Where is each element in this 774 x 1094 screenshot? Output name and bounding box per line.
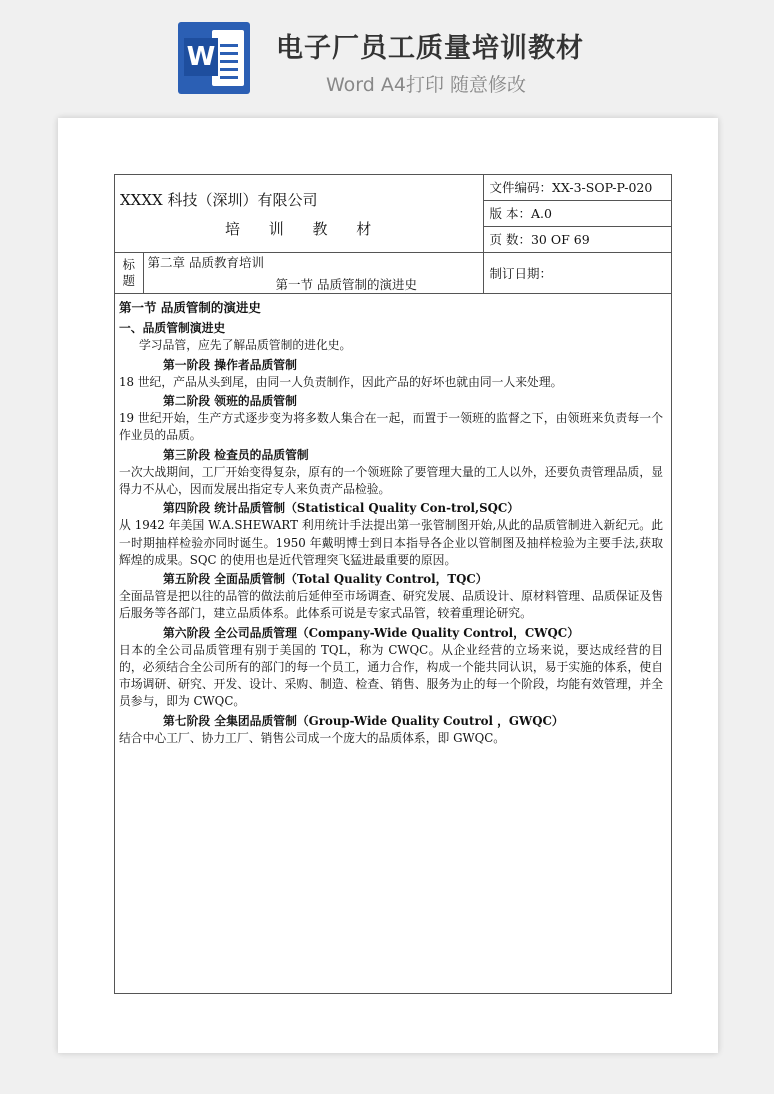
section-title: 第一节 品质管制的演进史 <box>119 300 261 315</box>
stage-paragraph: 全面品管是把以往的品管的做法前后延伸至市场调查、研究发展、品质设计、原材料管理、品质保证及售后服务等各部门，建立品质体系。此体系可说是专家式品管，较着重理论研究。 <box>119 589 663 621</box>
stage-paragraph: 18 世纪，产品从头到尾，由同一人负责制作，因此产品的好坏也就由同一人来处理。 <box>119 374 563 389</box>
stage-title: 第七阶段 全集团品质管制（Group-Wide Quality Coutrol ，GWQC） <box>163 713 564 728</box>
title-label: 标 题 <box>115 253 143 294</box>
title-cell <box>143 253 483 294</box>
stage-title: 第六阶段 全公司品质管理（Company-Wide Quality Control，CWQC） <box>163 625 579 640</box>
stage-title: 第五阶段 全面品质管制（Total Quality Control，TQC） <box>163 572 488 587</box>
doc-pages: 页 数：30 OF 69 <box>489 232 590 247</box>
training-title: 培 训 教 材 <box>225 219 384 238</box>
stage-title: 第二阶段 领班的品质管制 <box>163 394 297 409</box>
intro-paragraph: 学习品管，应先了解品质管制的进化史。 <box>139 338 352 353</box>
stage-title: 第一阶段 操作者品质管制 <box>163 357 297 372</box>
stage-paragraph: 19 世纪开始，生产方式逐步变为将多数人集合在一起，而置于一领班的监督之下，由领班来负责每一个作业员的品质。 <box>119 411 663 443</box>
banner-title: 电子厂员工质量培训教材 <box>276 33 584 64</box>
main-heading: 一、品质管制演进史 <box>119 321 226 336</box>
document-page <box>58 118 718 1053</box>
banner-subtitle: Word A4打印 随意修改 <box>326 74 527 96</box>
stage-paragraph: 日本的全公司品质管理有别于美国的 TQL，称为 CWQC。从企业经营的立场来说，要达成经营的目的，必须结合全公司所有的部门的每一个员工，通力合作，构成一个能共同认识，易于实施的体系，使自市场调研、研究、开发、设计、采购、制造、检查、销售、服务为止的每一个阶段，均能有效管理，并全员参与，即为 CWQC。 <box>119 642 663 709</box>
company-cell <box>115 175 483 253</box>
document-frame <box>114 174 672 994</box>
stage-paragraph: 一次大战期间，工厂开始变得复杂，原有的一个领班除了要管理大量的工人以外，还要负责管理品质，显得力不从心，因而发展出指定专人来负责产品检验。 <box>119 464 663 497</box>
banner <box>0 0 774 118</box>
header-table <box>115 175 671 294</box>
stage-paragraph: 结合中心工厂、协力工厂、销售公司成一个庞大的品质体系，即 GWQC。 <box>119 730 506 745</box>
doc-version: 版 本：A.0 <box>489 206 552 221</box>
revision-date: 制订日期： <box>489 265 553 281</box>
doc-number: 文件编码：XX-3-SOP-P-020 <box>489 180 653 195</box>
document-body <box>115 294 671 747</box>
stage-paragraph: 从 1942 年美国 W.A.SHEWART 利用统计手法提出第一张管制图开始,从此的品质管制进入新纪元。此一时期抽样检验亦同时诞生。1950 年戴明博士到日本指导各企业以管制图及抽样检验为主要手法,获取辉煌的成果。SQC 的使用也是近代管理突飞猛进最重要的原因。 <box>119 518 663 567</box>
stage-title: 第三阶段 检查员的品质管制 <box>163 447 309 462</box>
company-name: XXXX 科技（深圳）有限公司 <box>120 190 318 209</box>
section-title-header: 第一节 品质管制的演进史 <box>275 277 417 292</box>
word-doc-icon: W <box>178 22 250 94</box>
stage-title: 第四阶段 统计品质管制（Statistical Quality Con-trol,SQC） <box>163 501 520 516</box>
chapter-title: 第二章 品质教育培训 <box>147 255 264 270</box>
